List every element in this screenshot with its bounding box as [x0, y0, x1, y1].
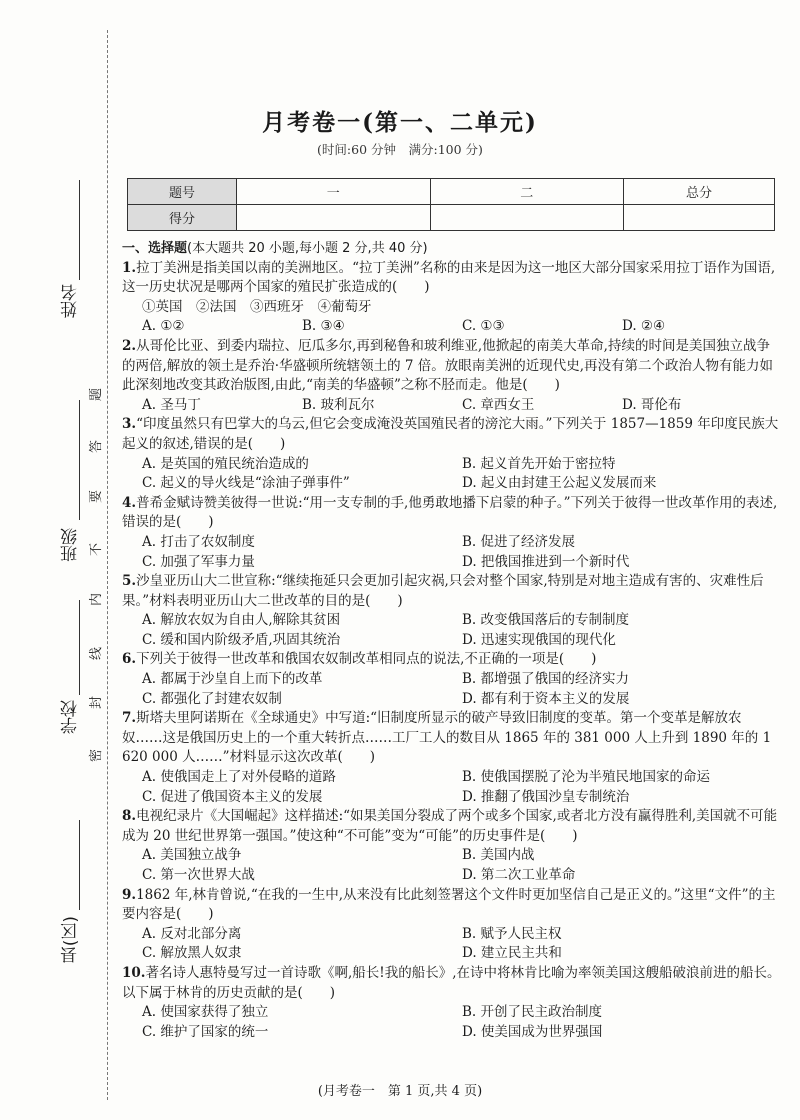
score-cell: 题号: [128, 179, 237, 205]
question-stem: “印度虽然只有巴掌大的乌云,但它会变成淹没英国殖民者的滂沱大雨。”下列关于 1857—1859 年印度民族大起义的叙述,错误的是( ): [122, 416, 779, 452]
question: [122, 709, 782, 807]
option[interactable]: C. 促进了俄国资本主义的发展: [142, 788, 323, 805]
option[interactable]: B. 美国内战: [462, 847, 535, 864]
option[interactable]: C. ①③: [462, 318, 505, 335]
name-line: [79, 180, 80, 280]
question-number: 9.: [122, 886, 137, 903]
seal-char: 要: [89, 489, 105, 504]
exam-title: 月考卷一(第一、二单元): [262, 109, 538, 136]
option[interactable]: A. 反对北部分离: [142, 925, 242, 942]
question: [122, 572, 782, 650]
question: [122, 650, 782, 709]
option[interactable]: D. 推翻了俄国沙皇专制统治: [462, 788, 630, 805]
option[interactable]: B. 玻利瓦尔: [302, 396, 375, 413]
option[interactable]: C. 起义的导火线是“涂油子弹事件”: [142, 475, 350, 492]
question-stem: 沙皇亚历山大二世宣称:“继续拖延只会更加引起灾祸,只会对整个国家,特别是对地主造成有害的、灾难性后果。”材料表明亚历山大二世改革的目的是( ): [122, 573, 764, 609]
score-table-header-row: [128, 179, 775, 205]
option[interactable]: B. 赋予人民主权: [462, 925, 562, 942]
option[interactable]: A. 使俄国走上了对外侵略的道路: [142, 769, 336, 786]
option[interactable]: C. 章西女王: [462, 396, 535, 413]
question: [122, 337, 782, 415]
score-cell: 得分: [128, 205, 237, 231]
option[interactable]: A. 是英国的殖民统治造成的: [142, 455, 309, 472]
section-title: 一、选择题: [122, 241, 188, 256]
question-stem: 电视纪录片《大国崛起》这样描述:“如果美国分裂成了两个或多个国家,或者北方没有赢得胜利,美国就不可能成为 20 世纪世界第一强国。”使这种“不可能”变为“可能”的历史事件是( ): [122, 808, 778, 844]
question-number: 6.: [122, 651, 137, 668]
option[interactable]: D. 迅速实现俄国的现代化: [462, 631, 616, 648]
question-number: 5.: [122, 573, 137, 590]
option[interactable]: B. ③④: [302, 318, 345, 335]
question-number: 10.: [122, 964, 146, 981]
seal-char: 封: [89, 695, 105, 710]
question: [122, 494, 782, 572]
option[interactable]: D. 把俄国推进到一个新时代: [462, 553, 630, 570]
question-stem: 拉丁美洲是指美国以南的美洲地区。“拉丁美洲”名称的由来是因为这一地区大部分国家采用拉丁语作为国语,这一历史状况是哪两个国家的殖民扩张造成的( ): [122, 259, 776, 296]
question: [122, 886, 782, 964]
seal-char: 不: [89, 542, 105, 557]
score-input-cell[interactable]: [237, 205, 431, 231]
option[interactable]: C. 维护了国家的统一: [142, 1023, 269, 1040]
option[interactable]: A. 解放农奴为自由人,解除其贫困: [142, 612, 341, 629]
score-cell: 一: [237, 179, 431, 205]
option[interactable]: D. 都有利于资本主义的发展: [462, 690, 630, 707]
option[interactable]: B. 改变俄国落后的专制制度: [462, 612, 630, 629]
option[interactable]: C. 解放黑人奴隶: [142, 945, 242, 962]
name-label: 姓名: [61, 284, 81, 318]
option[interactable]: D. ②④: [622, 318, 666, 335]
question-stem: 著名诗人惠特曼写过一首诗歌《啊,船长!我的船长》,在诗中将林肯比喻为率领美国这艘船破浪前进的船长。以下属于林肯的历史贡献的是( ): [122, 964, 781, 1001]
seal-char: 线: [89, 646, 105, 661]
seal-char: 密: [89, 748, 105, 763]
option[interactable]: D. 哥伦布: [622, 396, 682, 413]
question-sub-items: ①英国 ②法国 ③西班牙 ④葡萄牙: [142, 298, 372, 315]
question-number: 4.: [122, 494, 137, 511]
county-line: [79, 820, 80, 910]
option[interactable]: A. 圣马丁: [142, 396, 201, 413]
score-cell: 二: [430, 179, 624, 205]
seal-char: 题: [89, 387, 105, 402]
question-stem: 1862 年,林肯曾说,“在我的一生中,从来没有比此刻签署这个文件时更加坚信自己是正义的。”这里“文件”的主要内容是( ): [122, 886, 776, 923]
seal-dashed-line: [107, 30, 108, 1100]
question-number: 2.: [122, 337, 137, 354]
score-input-cell[interactable]: [624, 205, 775, 231]
option[interactable]: C. 缓和国内阶级矛盾,巩固其统治: [142, 631, 341, 648]
question-content: [122, 239, 782, 1042]
county-label: 县(区): [61, 916, 81, 964]
page-footer: (月考卷一 第 1 页,共 4 页): [317, 1084, 483, 1099]
option[interactable]: A. 美国独立战争: [142, 847, 242, 864]
option[interactable]: B. 使俄国摆脱了沦为半殖民地国家的命运: [462, 769, 711, 786]
question: [122, 807, 782, 885]
binding-margin: [0, 0, 112, 1120]
school-label: 学校: [61, 700, 81, 734]
option[interactable]: D. 建立民主共和: [462, 945, 562, 962]
question-stem: 从哥伦比亚、到委内瑞拉、厄瓜多尔,再到秘鲁和玻利维亚,他掀起的南美大革命,持续的时间是美国独立战争的两倍,解放的领土是乔治·华盛顿所统辖领土的 7 倍。放眼南美洲的近现代史,再没有第二个政治人物有能力如此深刻地改变其政治版图,由此,“南美的华盛顿”之称不胫而走。他是( ): [122, 337, 774, 394]
question: [122, 259, 782, 337]
class-label: 班级: [61, 528, 81, 562]
option[interactable]: B. 开创了民主政治制度: [462, 1004, 603, 1021]
score-table: [127, 178, 775, 231]
question: [122, 964, 782, 1042]
score-table-score-row: [128, 205, 775, 231]
question-number: 3.: [122, 416, 137, 433]
option[interactable]: B. 都增强了俄国的经济实力: [462, 671, 630, 688]
option[interactable]: C. 都强化了封建农奴制: [142, 690, 282, 707]
section-heading: [122, 239, 782, 259]
option[interactable]: B. 起义首先开始于密拉特: [462, 455, 616, 472]
question-number: 8.: [122, 808, 137, 825]
option[interactable]: D. 第二次工业革命: [462, 867, 576, 883]
class-line: [79, 400, 80, 520]
seal-char: 答: [89, 439, 105, 454]
option[interactable]: A. ①②: [142, 318, 185, 335]
section-note: (本大题共 20 小题,每小题 2 分,共 40 分): [187, 241, 428, 256]
school-line: [79, 600, 80, 695]
score-input-cell[interactable]: [430, 205, 624, 231]
option[interactable]: A. 都属于沙皇自上而下的改革: [142, 671, 323, 688]
option[interactable]: C. 加强了军事力量: [142, 553, 255, 570]
option[interactable]: D. 起义由封建王公起义发展而来: [462, 475, 657, 492]
option[interactable]: B. 促进了经济发展: [462, 533, 576, 550]
question-stem: 普希金赋诗赞美彼得一世说:“用一支专制的手,他勇敢地播下启蒙的种子。”下列关于彼得一世改革作用的表述,错误的是( ): [122, 494, 778, 531]
option[interactable]: A. 使国家获得了独立: [142, 1004, 269, 1021]
question-stem: 下列关于彼得一世改革和俄国农奴制改革相同点的说法,不正确的一项是( ): [136, 651, 597, 668]
question: [122, 415, 782, 493]
question-stem: 斯塔夫里阿诺斯在《全球通史》中写道:“旧制度所显示的破产导致旧制度的变革。第一个变革是解放农奴……这是俄国历史上的一个重大转折点……工厂工人的数目从 1865 年的 381 000 人上升到 1890 年的 1 620 000 人……”材料显示这次改革( ): [122, 710, 772, 766]
score-cell: 总分: [624, 179, 775, 205]
option[interactable]: D. 使美国成为世界强国: [462, 1023, 603, 1040]
option[interactable]: A. 打击了农奴制度: [142, 533, 255, 550]
seal-char: 内: [89, 592, 105, 607]
question-number: 7.: [122, 710, 137, 727]
exam-subtitle: (时间:60 分钟 满分:100 分): [317, 142, 483, 157]
option[interactable]: C. 第一次世界大战: [142, 867, 255, 883]
question-number: 1.: [122, 259, 137, 276]
